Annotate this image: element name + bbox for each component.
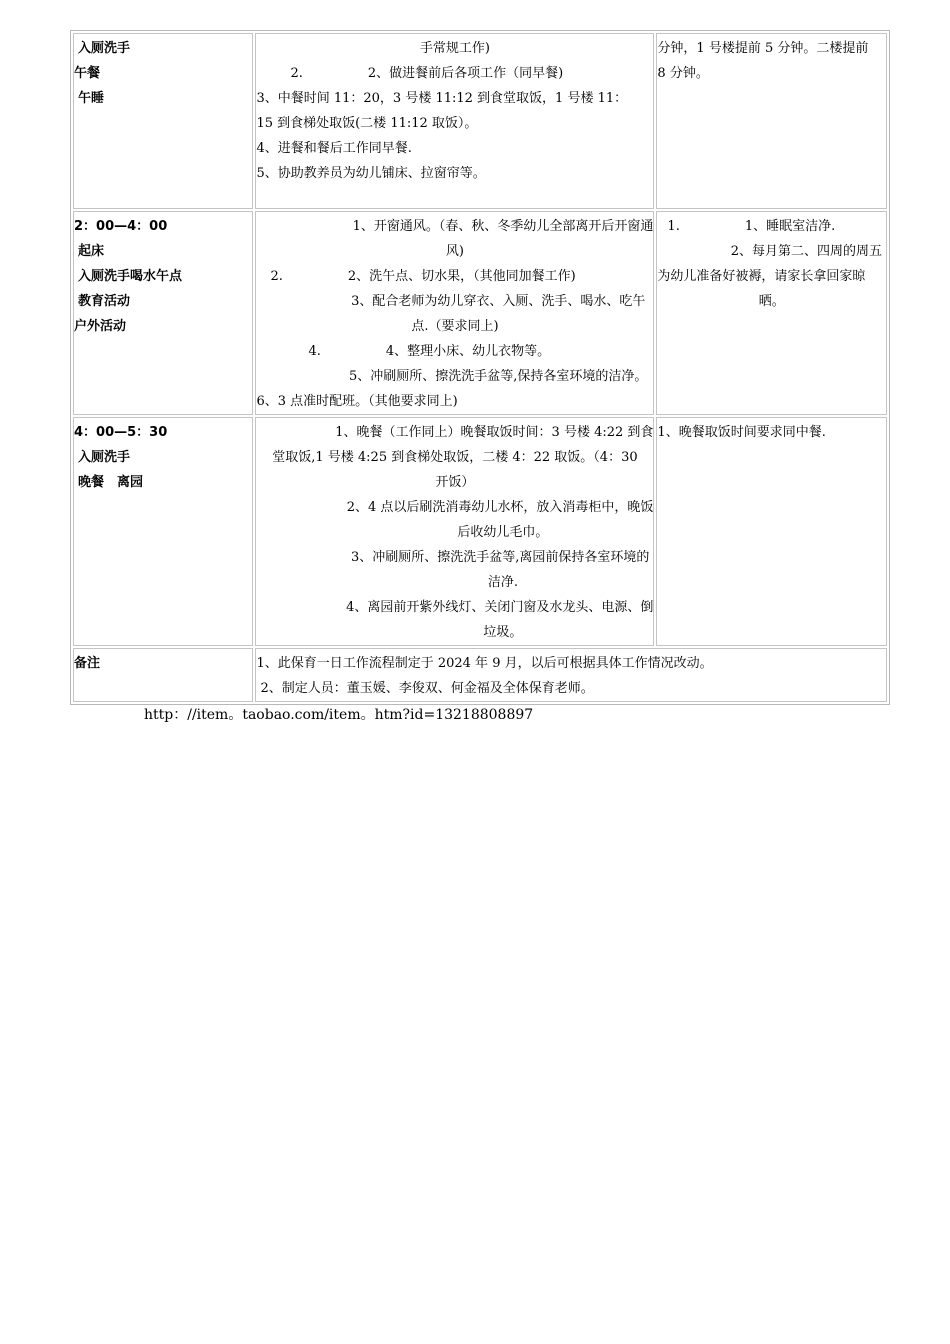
note-line: 晒。 — [758, 294, 785, 309]
time-line: 2：00—4：00 — [74, 219, 168, 234]
time-line: 入厕洗手喝水午点 — [78, 269, 183, 284]
duties-cell — [255, 417, 654, 646]
work-schedule-table — [70, 30, 890, 705]
table-row — [73, 33, 887, 209]
duty-line: 风) — [445, 244, 464, 259]
duty-line: 4. 4、整理小床、幼儿衣物等。 — [308, 344, 551, 359]
note-line: 8 分钟。 — [657, 66, 709, 81]
time-line: 晚餐 离园 — [78, 475, 144, 490]
duty-line: 开饭） — [435, 475, 475, 490]
remark-label-cell — [73, 648, 253, 702]
duty-line: 6、3 点准时配班。（其他要求同上) — [256, 394, 458, 409]
duty-line: 3、中餐时间 11：20，3 号楼 11:12 到食堂取饭，1 号楼 11： — [256, 91, 628, 106]
table-row — [73, 417, 887, 646]
time-cell — [73, 211, 253, 415]
time-cell — [73, 417, 253, 646]
duty-line: 2. 2、做进餐前后各项工作（同早餐) — [290, 66, 564, 81]
time-line: 教育活动 — [78, 294, 131, 309]
duties-cell — [255, 33, 654, 209]
note-line: 为幼儿准备好被褥，请家长拿回家晾 — [657, 269, 866, 284]
remark-content-cell — [255, 648, 887, 702]
duty-line: 垃圾。 — [483, 625, 523, 640]
note-line: 1、晚餐取饭时间要求同中餐. — [657, 425, 826, 440]
note-line: 分钟，1 号楼提前 5 分钟。二楼提前 — [657, 41, 869, 56]
duty-line: 2、4 点以后刷洗消毒幼儿水杯，放入消毒柜中，晚饭 — [346, 500, 654, 515]
duty-line: 堂取饭,1 号楼 4:25 到食梯处取饭，二楼 4：22 取饭。（4：30 — [272, 450, 638, 465]
remark-label: 备注 — [74, 656, 101, 671]
time-line: 户外活动 — [74, 319, 127, 334]
time-line: 起床 — [78, 244, 105, 259]
duty-line: 1、晚餐（工作同上）晚餐取饭时间：3 号楼 4:22 到食 — [335, 425, 654, 440]
time-line: 午餐 — [74, 66, 101, 81]
notes-cell — [656, 417, 887, 646]
note-line: 2、每月第二、四周的周五 — [730, 244, 882, 259]
duty-line: 手常规工作) — [419, 41, 490, 56]
duty-line: 5、冲刷厕所、擦洗洗手盆等,保持各室环境的洁净。 — [349, 369, 648, 384]
remark-line: 1、此保育一日工作流程制定于 2024 年 9 月，以后可根据具体工作情况改动。 — [256, 656, 713, 671]
duty-line: 后收幼儿毛巾。 — [457, 525, 549, 540]
duty-line: 2. 2、洗午点、切水果，（其他同加餐工作) — [270, 269, 576, 284]
duty-line: 1、开窗通风。（春、秋、冬季幼儿全部离开后开窗通 — [352, 219, 654, 234]
time-line: 入厕洗手 — [78, 450, 131, 465]
notes-cell — [656, 33, 887, 209]
duty-line: 洁净. — [487, 575, 518, 590]
notes-cell — [656, 211, 887, 415]
duty-line: 15 到食梯处取饭(二楼 11:12 取饭）。 — [256, 116, 478, 131]
note-line: 1. 1、睡眠室洁净. — [667, 219, 836, 234]
duty-line: 点.（要求同上) — [411, 319, 499, 334]
duty-line: 3、配合老师为幼儿穿衣、入厕、洗手、喝水、吃午 — [351, 294, 646, 309]
duties-cell — [255, 211, 654, 415]
duty-line: 5、协助教养员为幼儿铺床、拉窗帘等。 — [256, 166, 486, 181]
time-line: 午睡 — [78, 91, 105, 106]
time-line: 入厕洗手 — [78, 41, 131, 56]
table-row — [73, 648, 887, 702]
footer-url: http：//item。taobao.com/item。htm?id=13218808897 — [144, 707, 534, 723]
duty-line: 4、离园前开紫外线灯、关闭门窗及水龙头、电源、倒 — [346, 600, 654, 615]
duty-line: 4、进餐和餐后工作同早餐. — [256, 141, 412, 156]
duty-line: 3、冲刷厕所、擦洗洗手盆等,离园前保持各室环境的 — [351, 550, 650, 565]
remark-line: 2、制定人员：董玉媛、李俊双、何金福及全体保育老师。 — [260, 681, 594, 696]
table-row — [73, 211, 887, 415]
time-line: 4：00—5：30 — [74, 425, 168, 440]
time-cell — [73, 33, 253, 209]
